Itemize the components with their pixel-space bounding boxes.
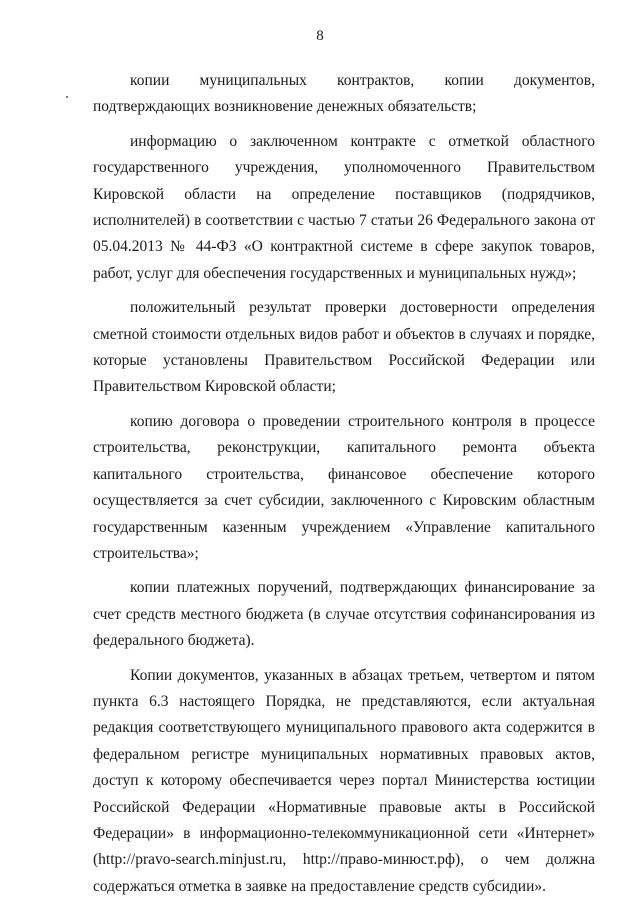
paragraph-municipal-contracts: копии муниципальных контрактов, копии документов, подтверждающих возникновение денежных обязательств; <box>93 72 595 116</box>
paragraph-contract-info: информацию о заключенном контракте с отметкой областного государственного учреждения, уполномоченного Правительством Кировской области на определение поставщиков (подрядчиков, исполнителей) в соответствии с частью 7 статьи 26 Федерального закона от 05.04.2013 № 44-ФЗ «О контрактной системе в сфере закупок товаров, работ, услуг для обеспечения государственных и муниципальных нужд»; <box>93 132 595 282</box>
document-body <box>93 68 595 900</box>
scan-speck <box>66 96 68 98</box>
paragraph-construction-control: копию договора о проведении строительного контроля в процессе строительства, реконструкции, капитального ремонта объекта капитального строительства, финансовое обеспечение которого осуществляется за счет субсидии, заключенного с Кировским областным государственным казенным учреждением «Управление капитального строительства»; <box>93 412 595 562</box>
page-number: 8 <box>316 28 324 44</box>
paragraph-documents-note: Копии документов, указанных в абзацах третьем, четвертом и пятом пункта 6.3 настоящего Порядка, не представляются, если актуальная редакция соответствующего муниципального правового акта содержится в федеральном регистре муниципальных нормативных правовых актов, доступ к которому обеспечивается через портал Министерства юстиции Российской Федерации «Нормативные правовые акты в Российской Федерации» в информационно-телекоммуникационной сети «Интернет» (http://pravo-search.minjust.ru, http://право-минюст.рф), о чем должна содержаться отметка в заявке на предоставление средств субсидии». <box>93 666 595 895</box>
paragraph-estimate-verification: положительный результат проверки достоверности определения сметной стоимости отдельных видов работ и объектов в случаях и порядке, которые установлены Правительством Российской Федерации или Правительством Кировской области; <box>93 299 595 396</box>
paragraph-payment-orders: копии платежных поручений, подтверждающих финансирование за счет средств местного бюджета (в случае отсутствия софинансирования из федерального бюджета). <box>93 579 595 650</box>
